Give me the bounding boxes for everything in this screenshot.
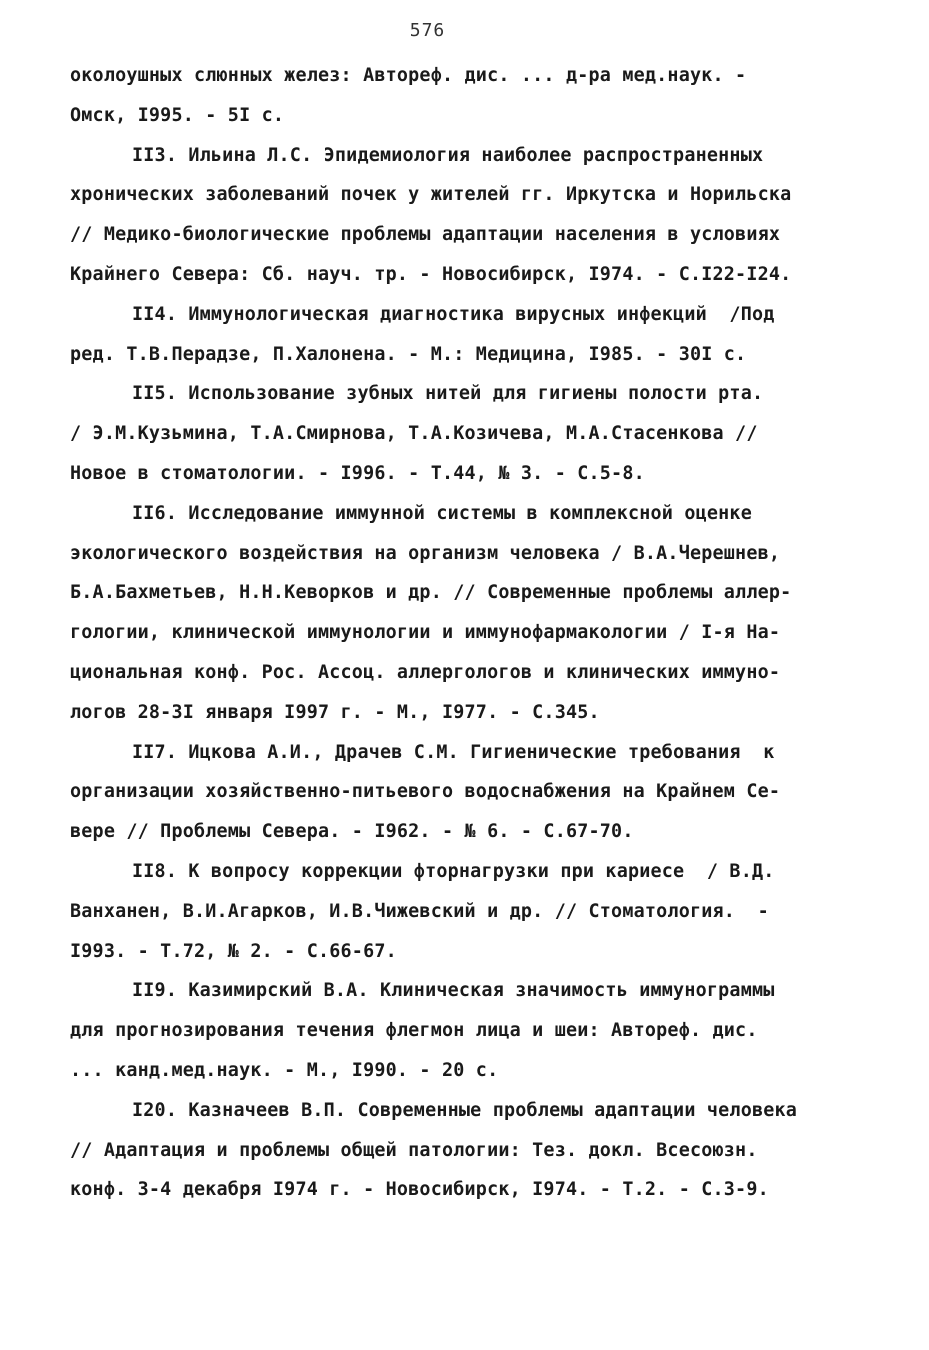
text-line: ред. Т.В.Перадзе, П.Халонена. - М.: Медицина, I985. - 30I с. [70,343,747,365]
text-line: II7. Ицкова А.И., Драчев С.М. Гигиенические требования к [132,741,775,763]
text-line: II6. Исследование иммунной системы в комплексной оценке [132,502,752,524]
bibliography-entries [70,56,860,1210]
text-line: I993. - Т.72, № 2. - С.66-67. [70,940,397,962]
text-line: Б.А.Бахметьев, Н.Н.Кеворков и др. // Современные проблемы аллер- [70,582,792,604]
text-line: циональная конф. Рос. Ассоц. аллергологов и клинических иммуно- [70,661,781,683]
text-line: II4. Иммунологическая диагностика вирусных инфекций /Под [132,303,775,325]
text-line: II5. Использование зубных нитей для гигиены полости рта. [132,383,764,405]
text-line: Крайнего Севера: Сб. науч. тр. - Новосибирск, I974. - С.I22-I24. [70,263,792,285]
text-line: // Медико-биологические проблемы адаптации населения в условиях [70,224,781,246]
text-line: организации хозяйственно-питьевого водоснабжения на Крайнем Се- [70,781,781,803]
text-line: // Адаптация и проблемы общей патологии: Тез. докл. Всесоюзн. [70,1139,758,1161]
text-line: логов 28-3I января I997 г. - М., I977. - С.345. [70,701,600,723]
text-line: Омск, I995. - 5I с. [70,104,285,126]
text-line: вере // Проблемы Севера. - I962. - № 6. - С.67-70. [70,821,634,843]
text-line: II8. К вопросу коррекции фторнагрузки при кариесе / В.Д. [132,860,775,882]
text-line: Ванханен, В.И.Агарков, И.В.Чижевский и др. // Стоматология. - [70,900,769,922]
text-line: экологического воздействия на организм человека / В.А.Черешнев, [70,542,781,564]
text-line: конф. 3-4 декабря I974 г. - Новосибирск, I974. - Т.2. - С.3-9. [70,1179,769,1201]
text-line: II9. Казимирский В.А. Клиническая значимость иммунограммы [132,980,775,1002]
page-number: 576 [409,20,446,41]
text-line: / Э.М.Кузьмина, Т.А.Смирнова, Т.А.Козичева, М.А.Стасенкова // [70,423,758,445]
text-line: I20. Казначеев В.П. Современные проблемы адаптации человека [132,1099,798,1121]
text-line: околоушных слюнных желез: Автореф. дис. ... д-ра мед.наук. - [70,65,747,86]
text-line: для прогнозирования течения флегмон лица и шеи: Автореф. дис. [70,1020,758,1042]
text-line: II3. Ильина Л.С. Эпидемиология наиболее распространенных [132,144,764,166]
text-line: гологии, клинической иммунологии и иммунофармакологии / I-я На- [70,622,781,644]
text-line: Новое в стоматологии. - I996. - Т.44, № 3. - С.5-8. [70,462,645,484]
text-line: хронических заболеваний почек у жителей гг. Иркутска и Норильска [70,184,792,206]
text-line: ... канд.мед.наук. - М., I990. - 20 с. [70,1059,499,1081]
